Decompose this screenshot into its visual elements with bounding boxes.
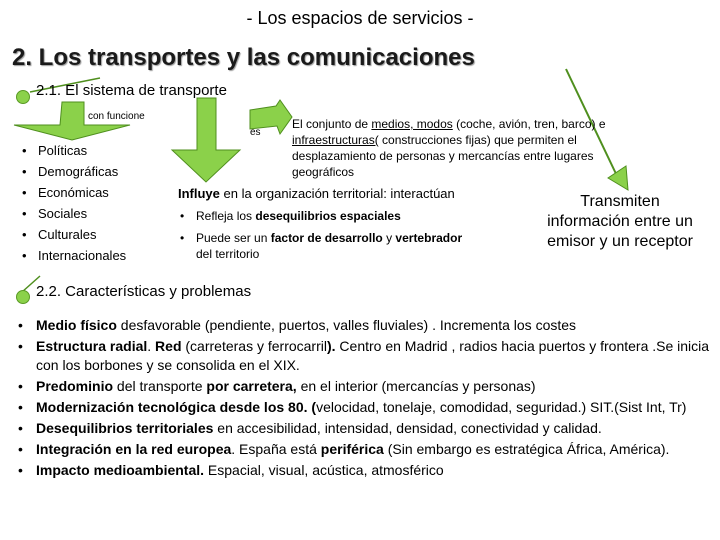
list-item: • Integración en la red europea. España está periférica (Sin embargo es estratégica África, América). xyxy=(14,440,710,459)
influye-text: Influye en la organización territorial: interactúan xyxy=(178,186,455,201)
section-bullet-icon xyxy=(16,290,30,304)
list-item: • Políticas xyxy=(22,140,126,161)
con-funcione-label: con funcione xyxy=(88,111,145,122)
characteristics-list xyxy=(14,316,710,482)
list-item: • Modernización tecnológica desde los 80. (velocidad, tonelaje, comodidad, seguridad.) SIT.(Sist Int, Tr) xyxy=(14,398,710,417)
functions-list xyxy=(22,140,126,266)
list-item: • Predominio del transporte por carretera, en el interior (mercancías y personas) xyxy=(14,377,710,396)
list-item: • Desequilibrios territoriales en accesibilidad, intensidad, densidad, conectividad y calidad. xyxy=(14,419,710,438)
section-heading-2-2: 2.2. Características y problemas xyxy=(36,283,252,300)
list-item: • Impacto medioambiental. Espacial, visual, acústica, atmosférico xyxy=(14,461,710,480)
list-item: • Medio físico desfavorable (pendiente, puertos, valles fluviales) . Incrementa los costes xyxy=(14,316,710,335)
list-item: • Internacionales xyxy=(22,245,126,266)
section-bullet-icon xyxy=(16,90,30,104)
list-item: • Sociales xyxy=(22,203,126,224)
list-item: • Económicas xyxy=(22,182,126,203)
transport-definition: El conjunto de medios, modos (coche, avión, tren, barco) e infraestructuras( construcciones fijas) que permiten el desplazamiento de personas y mercancías entre lugares geográficos xyxy=(292,117,606,179)
page-title: 2. Los transportes y las comunicaciones xyxy=(12,44,475,71)
list-item: • Culturales xyxy=(22,224,126,245)
effects-list xyxy=(178,208,468,262)
arrow-influye xyxy=(172,98,240,182)
section-heading-2-1: 2.1. El sistema de transporte xyxy=(36,82,227,99)
list-item: • Estructura radial. Red (carreteras y ferrocarril). Centro en Madrid , radios hacia puertos y frontera .Se inicia con los borbones y se consolida en el XIX. xyxy=(14,337,710,375)
transmit-text: Transmiten información entre un emisor y un receptor xyxy=(547,193,693,250)
page-pretitle: - Los espacios de servicios - xyxy=(246,8,474,28)
list-item: • Puede ser un factor de desarrollo y vertebrador del territorio xyxy=(180,231,463,261)
es-label: es xyxy=(250,127,261,138)
list-item: • Refleja los desequilibrios espaciales xyxy=(180,209,401,223)
list-item: • Demográficas xyxy=(22,161,126,182)
